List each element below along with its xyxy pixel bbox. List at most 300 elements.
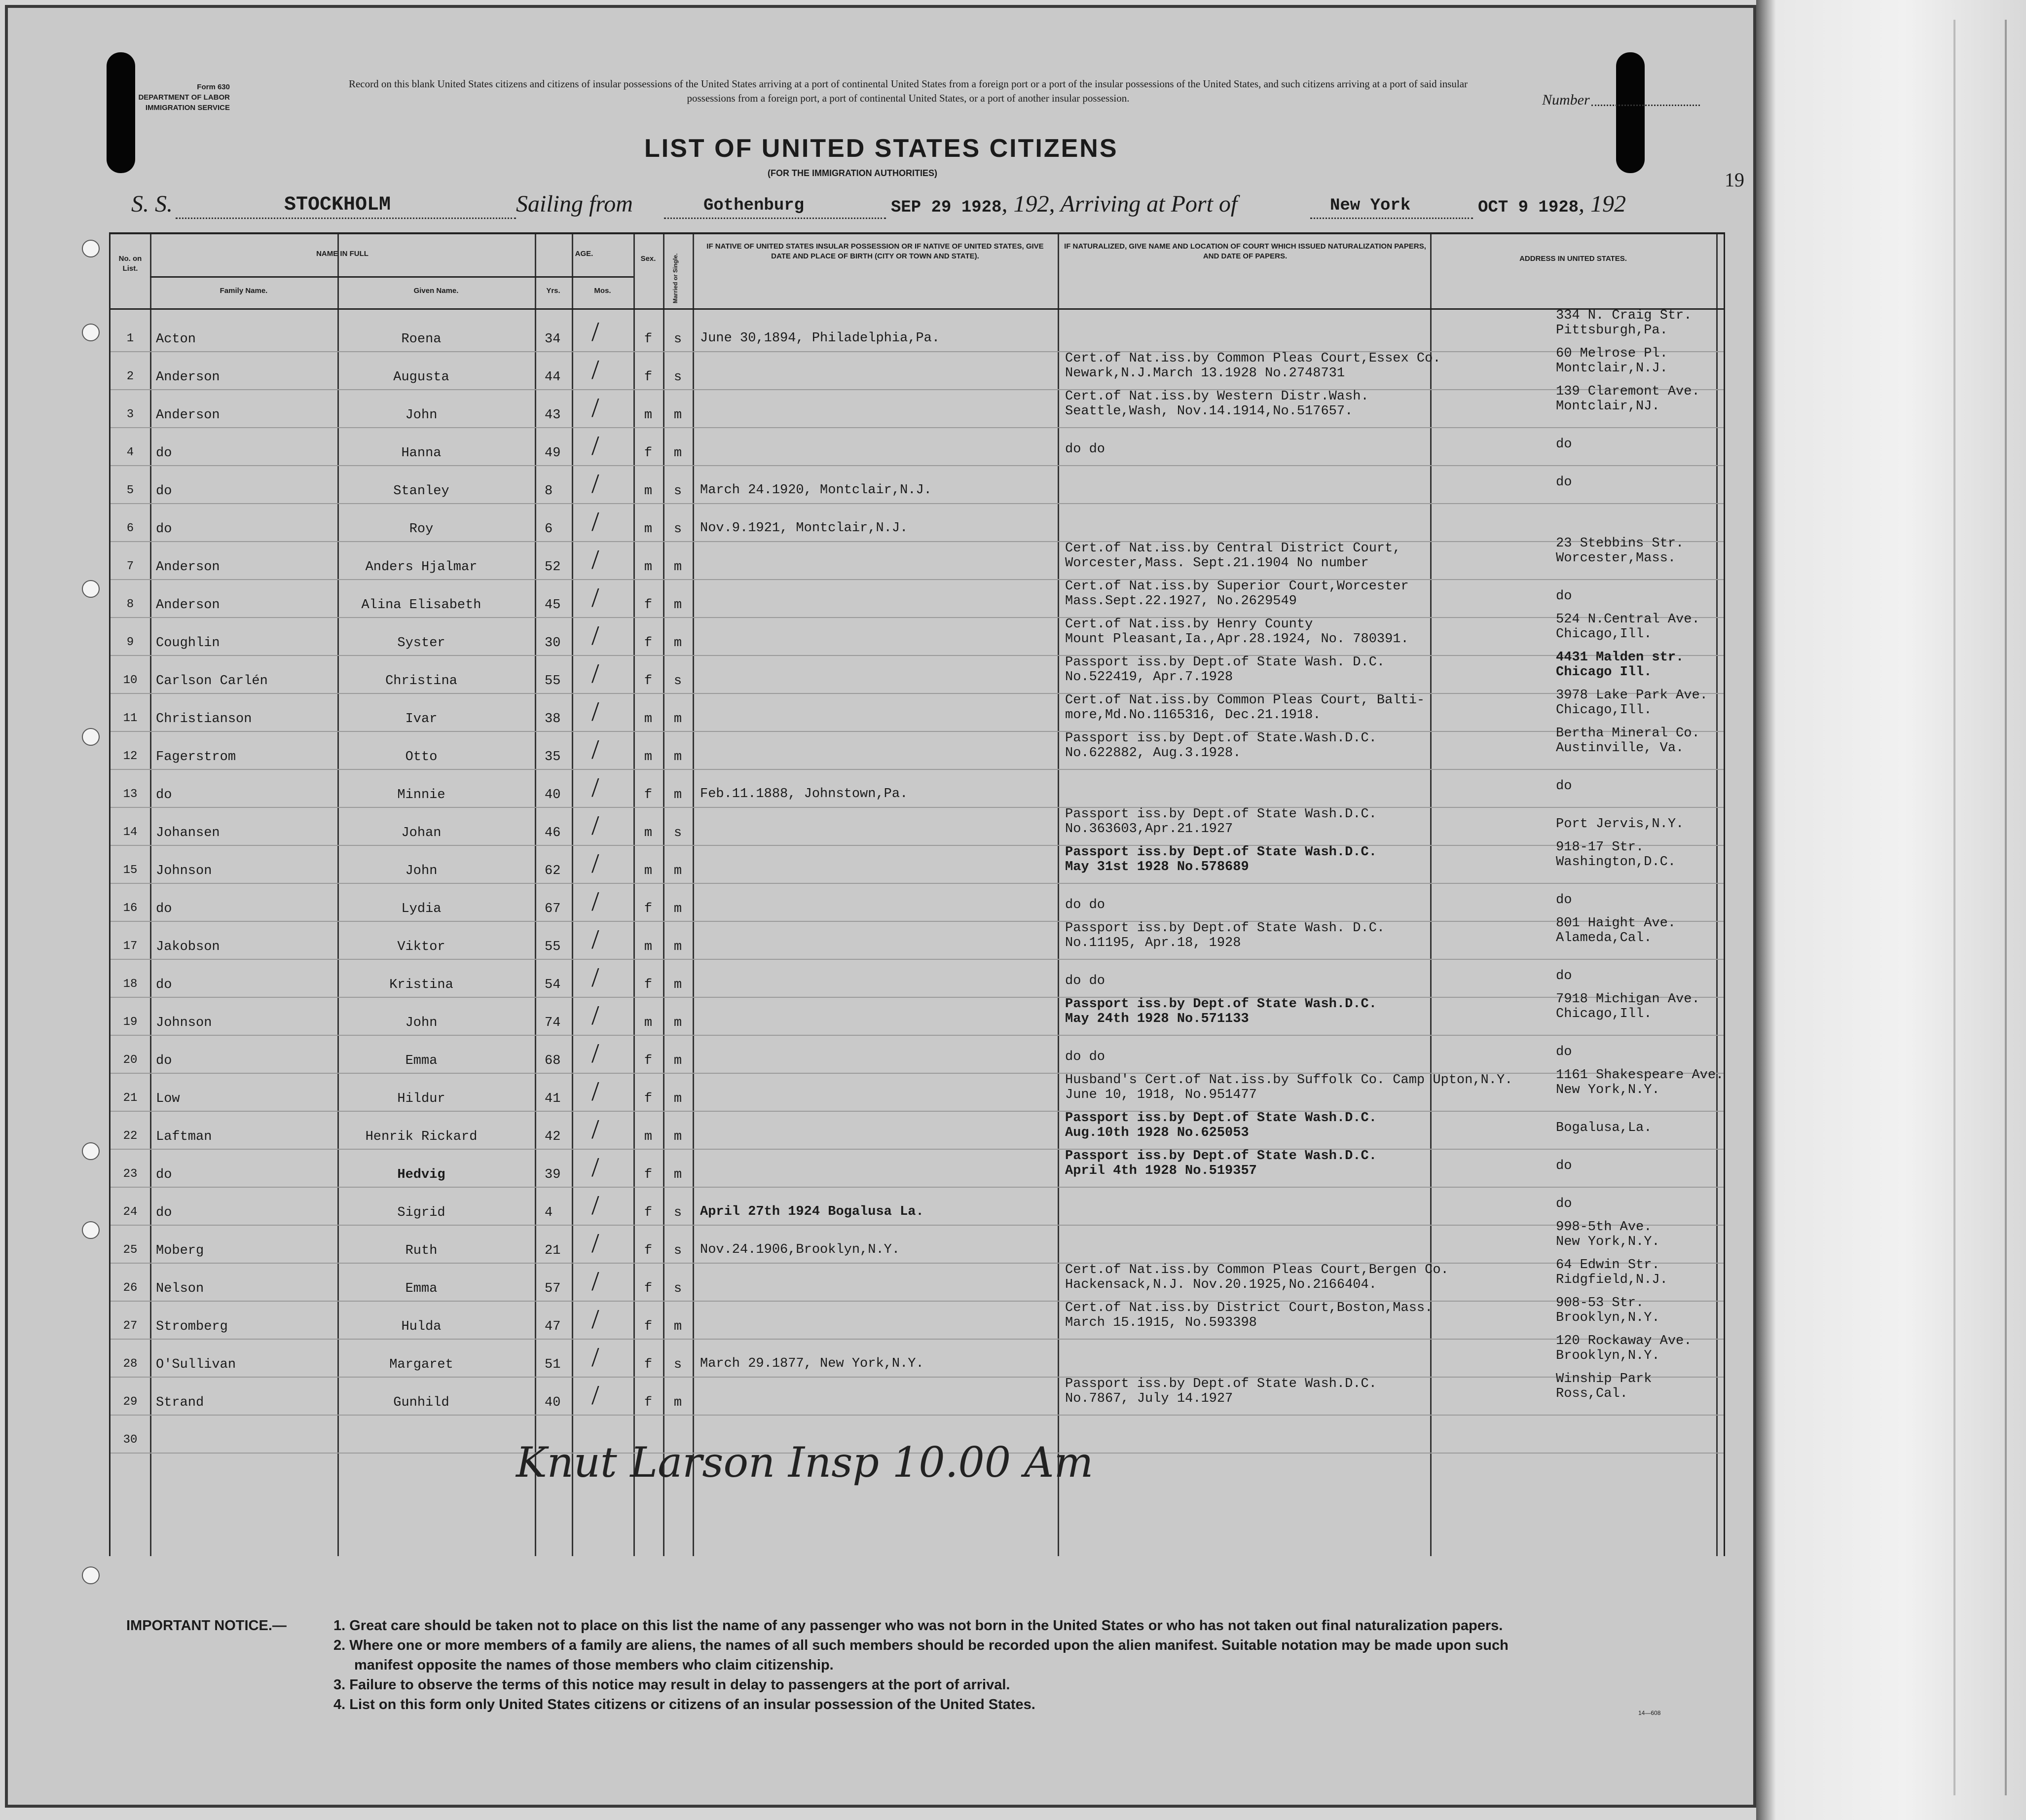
address-line: do <box>1556 779 1572 794</box>
given-name: Hedvig <box>397 1167 445 1182</box>
naturalization-line: Aug.10th 1928 No.625053 <box>1065 1126 1249 1140</box>
given-name: Christina <box>385 674 457 689</box>
sex: m <box>644 940 653 954</box>
marital-status: m <box>673 1167 682 1182</box>
sex: f <box>644 978 653 992</box>
given-name: Lydia <box>401 902 442 916</box>
header-age: AGE. <box>575 250 593 258</box>
address-line: 801 Haight Ave. <box>1556 916 1676 931</box>
age-months-mark: / <box>591 431 599 461</box>
row-number: 29 <box>123 1395 138 1409</box>
family-name: O'Sullivan <box>156 1357 236 1372</box>
family-name: Carlson Carlén <box>156 674 268 689</box>
age-years: 8 <box>545 484 553 499</box>
form-code: 14—608 <box>1638 1710 1661 1716</box>
age-years: 74 <box>545 1016 561 1030</box>
sex: f <box>644 332 653 347</box>
department: DEPARTMENT OF LABOR <box>138 93 230 102</box>
age-months-mark: / <box>591 582 599 613</box>
naturalization-line <box>1065 328 1073 343</box>
naturalization-info <box>1065 1111 1377 1140</box>
sex: f <box>644 1167 653 1182</box>
table-row <box>111 1334 1724 1377</box>
address-line: Montclair,NJ. <box>1556 399 1660 414</box>
naturalization-info <box>1065 883 1105 912</box>
naturalization-line: Passport iss.by Dept.of State.Wash.D.C. <box>1065 731 1377 746</box>
age-months-mark: / <box>591 1380 599 1411</box>
address <box>1556 650 1684 680</box>
table-row <box>111 308 1724 351</box>
address-line <box>1556 954 1572 969</box>
address <box>1556 612 1700 642</box>
naturalization-info <box>1065 921 1385 950</box>
family-name: Strand <box>156 1395 204 1410</box>
given-name: John <box>405 864 438 878</box>
age-months-mark: / <box>591 1076 599 1107</box>
naturalization-line: No.622882, Aug.3.1928. <box>1065 746 1241 761</box>
address <box>1556 536 1684 566</box>
family-name: Coughlin <box>156 636 220 651</box>
birth-info: April 27th 1924 Bogalusa La. <box>700 1204 924 1219</box>
given-name: Johan <box>401 826 442 840</box>
marital-status: s <box>673 484 682 499</box>
address-line: Port Jervis,N.Y. <box>1556 817 1684 832</box>
age-months-mark: / <box>591 696 599 727</box>
age-years: 21 <box>545 1243 561 1258</box>
address <box>1556 916 1676 946</box>
naturalization-line: do do <box>1065 442 1105 457</box>
naturalization-info <box>1065 1377 1377 1406</box>
table-row <box>111 346 1724 389</box>
address <box>1556 840 1676 870</box>
naturalization-info <box>1065 1035 1105 1064</box>
binder-hole <box>82 1142 100 1160</box>
family-name: Jakobson <box>156 940 220 954</box>
table-row <box>111 916 1724 959</box>
address <box>1556 574 1572 604</box>
age-years: 67 <box>545 902 561 916</box>
address <box>1556 1144 1572 1173</box>
age-years: 40 <box>545 1395 561 1410</box>
naturalization-line: Worcester,Mass. Sept.21.1904 No number <box>1065 556 1369 571</box>
row-number: 3 <box>126 408 134 421</box>
age-months-mark: / <box>591 1266 599 1297</box>
table-row <box>111 503 1724 541</box>
sex: m <box>644 712 653 727</box>
naturalization-line: Hackensack,N.J. Nov.20.1925,No.2166404. <box>1065 1277 1377 1292</box>
age-months-mark: / <box>591 1304 599 1335</box>
given-name: Ivar <box>405 712 438 727</box>
naturalization-line: March 15.1915, No.593398 <box>1065 1315 1257 1330</box>
age-months-mark: / <box>591 1342 599 1373</box>
sailing-label: Sailing from <box>516 191 633 217</box>
name-header-rule <box>150 276 535 278</box>
age-months-mark: / <box>591 545 599 575</box>
naturalization-line: Passport iss.by Dept.of State Wash. D.C. <box>1065 921 1385 936</box>
arrival-port: New York <box>1330 196 1411 215</box>
notice-item-2-cont: manifest opposite the names of those members who claim citizenship. <box>354 1657 834 1673</box>
arrival-date-wrap <box>1478 190 1626 225</box>
address-line <box>1556 460 1572 475</box>
binder-hole <box>82 1566 100 1584</box>
address-line: 7918 Michigan Ave. <box>1556 992 1700 1007</box>
given-name: Syster <box>397 636 445 651</box>
header-birth: IF NATIVE OF UNITED STATES INSULAR POSSESSION OR IF NATIVE OF UNITED STATES, GIVE DATE AND PLACE OF BIRTH (CITY OR TOWN AND STATE). <box>706 242 1044 260</box>
year-suffix: , 192 <box>1001 191 1049 217</box>
naturalization-line: Mount Pleasant,Ia.,Apr.28.1924, No. 780391. <box>1065 632 1409 647</box>
age-months-mark: / <box>591 886 599 917</box>
age-years: 45 <box>545 598 561 613</box>
naturalization-info <box>1065 541 1401 571</box>
age-months-mark: / <box>591 772 599 803</box>
naturalization-line: Passport iss.by Dept.of State Wash.D.C. <box>1065 1149 1377 1164</box>
naturalization-info <box>1065 807 1377 837</box>
age-months-mark: / <box>591 924 599 955</box>
naturalization-line: Passport iss.by Dept.of State Wash.D.C. <box>1065 997 1377 1012</box>
family-name: Anderson <box>156 370 220 385</box>
marital-status: m <box>673 902 682 916</box>
table-row <box>111 959 1724 997</box>
year-suffix: , 192 <box>1579 191 1626 217</box>
address-line: 918-17 Str. <box>1556 840 1644 855</box>
naturalization-line: Cert.of Nat.iss.by Central District Court, <box>1065 541 1401 556</box>
naturalization-info <box>1065 959 1105 988</box>
sailing-from-wrap <box>703 190 804 225</box>
address <box>1556 460 1572 490</box>
row-number: 7 <box>126 560 134 573</box>
address-line: do <box>1556 1159 1572 1173</box>
family-name: Anderson <box>156 560 220 575</box>
given-name: Stanley <box>393 484 449 499</box>
naturalization-line <box>1065 1187 1073 1201</box>
sex: m <box>644 750 653 764</box>
table-row <box>111 465 1724 503</box>
address-line <box>1556 1182 1572 1197</box>
naturalization-info <box>1065 465 1073 495</box>
table-row <box>111 1068 1724 1111</box>
sail-date-stamp: SEP 29 1928 <box>891 198 1002 217</box>
marital-status: m <box>673 712 682 727</box>
table-row <box>111 1258 1724 1301</box>
marital-status: s <box>673 1205 682 1220</box>
marital-status: m <box>673 940 682 954</box>
naturalization-line <box>1065 784 1073 799</box>
address-line: 334 N. Craig Str. <box>1556 308 1692 323</box>
row-number: 8 <box>126 598 134 611</box>
naturalization-line: more,Md.No.1165316, Dec.21.1918. <box>1065 708 1321 723</box>
page-subtitle: (FOR THE IMMIGRATION AUTHORITIES) <box>768 168 937 178</box>
marital-status: m <box>673 560 682 575</box>
family-name: Fagerstrom <box>156 750 236 764</box>
age-years: 68 <box>545 1054 561 1068</box>
notice-item-4: 4. List on this form only United States citizens or citizens of an insular possession of the United States. <box>333 1697 1035 1712</box>
table-row <box>111 1149 1724 1187</box>
row-number: 17 <box>123 940 138 953</box>
given-name: Viktor <box>397 940 445 954</box>
binder-hole <box>82 1221 100 1239</box>
naturalization-line: do do <box>1065 1050 1105 1064</box>
number-field-line <box>1591 105 1700 106</box>
age-months-mark: / <box>591 355 599 385</box>
family-name: do <box>156 978 172 992</box>
sex: m <box>644 408 653 423</box>
header-sex: Sex. <box>640 255 656 263</box>
sex: f <box>644 1319 653 1334</box>
row-number: 16 <box>123 902 138 915</box>
row-number: 13 <box>123 788 138 801</box>
age-months-mark: / <box>591 658 599 689</box>
address-line: Worcester,Mass. <box>1556 551 1676 566</box>
given-name: Otto <box>405 750 438 764</box>
age-months-mark: / <box>591 1190 599 1221</box>
address <box>1556 422 1572 452</box>
given-name: Sigrid <box>397 1205 445 1220</box>
sailing-label-wrap <box>516 190 633 225</box>
address-line <box>1556 802 1684 817</box>
family-name: Acton <box>156 332 196 347</box>
address-line: Washington,D.C. <box>1556 855 1676 870</box>
table-row <box>111 650 1724 693</box>
naturalization-info <box>1065 655 1385 685</box>
naturalization-line <box>1065 503 1073 518</box>
inspector-signature: Knut Larson Insp 10.00 Am <box>516 1438 1094 1487</box>
address-line: do <box>1556 1197 1572 1211</box>
naturalization-line: Husband's Cert.of Nat.iss.by Suffolk Co. Camp Upton,N.Y. <box>1065 1073 1513 1088</box>
address-line <box>1556 878 1572 893</box>
address <box>1556 878 1572 908</box>
passenger-table <box>109 232 1725 1556</box>
marital-status: s <box>673 1243 682 1258</box>
address <box>1556 1030 1572 1059</box>
birth-info: March 24.1920, Montclair,N.J. <box>700 483 932 498</box>
naturalization-line <box>1065 883 1105 898</box>
binder-hole <box>82 728 100 746</box>
age-years: 41 <box>545 1092 561 1106</box>
sex: f <box>644 636 653 651</box>
naturalization-info <box>1065 1339 1073 1368</box>
address-line: Brooklyn,N.Y. <box>1556 1310 1660 1325</box>
row-number: 19 <box>123 1016 138 1029</box>
naturalization-info <box>1065 1301 1433 1330</box>
naturalization-info <box>1065 503 1073 533</box>
address-line: Chicago,Ill. <box>1556 1007 1652 1021</box>
address <box>1556 764 1572 794</box>
row-number: 26 <box>123 1281 138 1295</box>
naturalization-info <box>1065 427 1105 457</box>
naturalization-line: June 10, 1918, No.951477 <box>1065 1088 1257 1102</box>
address-line <box>1556 764 1572 779</box>
age-years: 52 <box>545 560 561 575</box>
naturalization-line: April 4th 1928 No.519357 <box>1065 1164 1257 1178</box>
table-row <box>111 1187 1724 1225</box>
table-row <box>111 536 1724 579</box>
age-years: 30 <box>545 636 561 651</box>
naturalization-line <box>1065 959 1105 974</box>
age-years: 40 <box>545 788 561 802</box>
marital-status: m <box>673 750 682 764</box>
naturalization-line: Cert.of Nat.iss.by Common Pleas Court,Bergen Co. <box>1065 1263 1449 1277</box>
address-line: 60 Melrose Pl. <box>1556 346 1668 361</box>
given-name: Hildur <box>397 1092 445 1106</box>
table-row <box>111 883 1724 921</box>
naturalization-line: do do <box>1065 974 1105 988</box>
address <box>1556 1068 1724 1097</box>
age-header-rule <box>535 276 633 278</box>
family-name: Stromberg <box>156 1319 228 1334</box>
header-no: No. on List. <box>118 255 142 273</box>
given-name: Henrik Rickard <box>365 1129 478 1144</box>
given-name: Roena <box>401 332 442 347</box>
address <box>1556 1410 1564 1439</box>
age-years: 55 <box>545 940 561 954</box>
table-row <box>111 612 1724 655</box>
family-name: Moberg <box>156 1243 204 1258</box>
arriving-label: , Arriving at Port of <box>1049 191 1238 217</box>
naturalization-line: Cert.of Nat.iss.by Henry County <box>1065 617 1313 632</box>
address <box>1556 1182 1572 1211</box>
family-name: Nelson <box>156 1281 204 1296</box>
age-years: 4 <box>545 1205 553 1220</box>
address <box>1556 688 1708 718</box>
naturalization-line: Mass.Sept.22.1927, No.2629549 <box>1065 594 1297 609</box>
age-months-mark: / <box>591 1152 599 1183</box>
form-identifier <box>126 82 230 113</box>
address <box>1556 498 1564 528</box>
age-months-mark: / <box>591 1114 599 1145</box>
address-line: New York,N.Y. <box>1556 1235 1660 1249</box>
given-name: Ruth <box>405 1243 438 1258</box>
naturalization-line <box>1065 427 1105 442</box>
table-row <box>111 1296 1724 1339</box>
row-number: 22 <box>123 1129 138 1143</box>
family-name: Anderson <box>156 408 220 423</box>
marital-status: m <box>673 864 682 878</box>
age-years: 34 <box>545 332 561 347</box>
age-months-mark: / <box>591 317 599 347</box>
marital-status: s <box>673 370 682 385</box>
address-line: 64 Edwin Str. <box>1556 1258 1660 1273</box>
naturalization-info <box>1065 1187 1073 1216</box>
naturalization-line: No.7867, July 14.1927 <box>1065 1391 1233 1406</box>
given-name: Roy <box>409 522 434 537</box>
age-months-mark: / <box>591 620 599 651</box>
address <box>1556 1334 1692 1363</box>
address-line: do <box>1556 1045 1572 1059</box>
naturalization-line: No.363603,Apr.21.1927 <box>1065 822 1233 837</box>
row-number: 30 <box>123 1433 138 1447</box>
age-years: 42 <box>545 1129 561 1144</box>
address <box>1556 726 1700 756</box>
naturalization-line: Seattle,Wash, Nov.14.1914,No.517657. <box>1065 404 1353 419</box>
sex: f <box>644 788 653 802</box>
address-line: Brooklyn,N.Y. <box>1556 1348 1660 1363</box>
sex: f <box>644 674 653 689</box>
row-number: 11 <box>123 712 138 725</box>
family-name: do <box>156 1054 172 1068</box>
address <box>1556 954 1572 983</box>
number-label: Number <box>1542 92 1590 108</box>
binder-hole <box>82 580 100 598</box>
marital-status: m <box>673 788 682 802</box>
given-name: Gunhild <box>393 1395 449 1410</box>
age-years: 44 <box>545 370 561 385</box>
header-name-in-full: NAME IN FULL <box>316 250 368 258</box>
family-name: Johnson <box>156 1016 212 1030</box>
table-row <box>111 688 1724 731</box>
marital-status: m <box>673 1092 682 1106</box>
address-line: do <box>1556 893 1572 908</box>
naturalization-info <box>1065 1073 1512 1102</box>
family-name: Johansen <box>156 826 220 840</box>
binder-hole <box>82 240 100 257</box>
sex: f <box>644 1395 653 1410</box>
given-name: Emma <box>405 1281 438 1296</box>
page-stack-edge <box>1953 20 2007 1795</box>
age-months-mark: / <box>591 469 599 499</box>
family-name: Anderson <box>156 598 220 613</box>
header-married: Married or Single. <box>672 253 679 303</box>
naturalization-line: Passport iss.by Dept.of State Wash.D.C. <box>1065 1111 1377 1126</box>
row-number: 28 <box>123 1357 138 1371</box>
address <box>1556 1296 1660 1325</box>
address-line: Austinville, Va. <box>1556 741 1684 756</box>
header-yrs: Yrs. <box>546 287 560 295</box>
notice-item-1: 1. Great care should be taken not to place on this list the name of any passenger who was not born in the United States or who has not taken out final naturalization papers. <box>333 1618 1503 1634</box>
naturalization-line <box>1065 518 1073 533</box>
address <box>1556 1258 1668 1287</box>
family-name: Low <box>156 1092 180 1106</box>
address-line: Alameda,Cal. <box>1556 931 1652 946</box>
naturalization-line: Cert.of Nat.iss.by Western Distr.Wash. <box>1065 389 1369 404</box>
sex: m <box>644 1016 653 1030</box>
ship-name-wrap <box>284 190 391 225</box>
marital-status: s <box>673 1281 682 1296</box>
address-line: 120 Rockaway Ave. <box>1556 1334 1692 1348</box>
row-number: 23 <box>123 1167 138 1181</box>
sex: f <box>644 1054 653 1068</box>
address-line <box>1556 498 1564 513</box>
row-number: 25 <box>123 1243 138 1257</box>
sex: f <box>644 1357 653 1372</box>
notice-item-3: 3. Failure to observe the terms of this notice may result in delay to passengers at the port of arrival. <box>333 1677 1010 1693</box>
row-number: 1 <box>126 332 134 345</box>
row-number: 14 <box>123 826 138 839</box>
address <box>1556 1220 1660 1249</box>
voyage-line <box>131 190 173 225</box>
marital-status: s <box>673 522 682 537</box>
address-line: Ridgfield,N.J. <box>1556 1273 1668 1287</box>
sex: m <box>644 864 653 878</box>
naturalization-info <box>1065 693 1425 723</box>
age-years: 6 <box>545 522 553 537</box>
address-line: Chicago Ill. <box>1556 665 1652 680</box>
naturalization-info <box>1065 769 1073 799</box>
address-line: 139 Claremont Ave. <box>1556 384 1700 399</box>
naturalization-line <box>1065 1339 1073 1353</box>
birth-info: March 29.1877, New York,N.Y. <box>700 1356 924 1371</box>
marital-status: m <box>673 446 682 461</box>
naturalization-line: Passport iss.by Dept.of State Wash. D.C. <box>1065 655 1385 670</box>
naturalization-line: May 24th 1928 No.571133 <box>1065 1012 1249 1026</box>
address-line <box>1556 422 1572 437</box>
header-address: ADDRESS IN UNITED STATES. <box>1519 255 1627 263</box>
notice-item-2: 2. Where one or more members of a family are aliens, the names of all such members should be recorded upon the alien manifest. Suitable notation may be made upon such <box>333 1638 1509 1653</box>
address-line: Chicago,Ill. <box>1556 703 1652 718</box>
naturalization-line: Cert.of Nat.iss.by Common Pleas Court, Balti- <box>1065 693 1425 708</box>
address-line: 1161 Shakespeare Ave. <box>1556 1068 1724 1083</box>
row-number: 6 <box>126 522 134 535</box>
row-number: 18 <box>123 978 138 991</box>
